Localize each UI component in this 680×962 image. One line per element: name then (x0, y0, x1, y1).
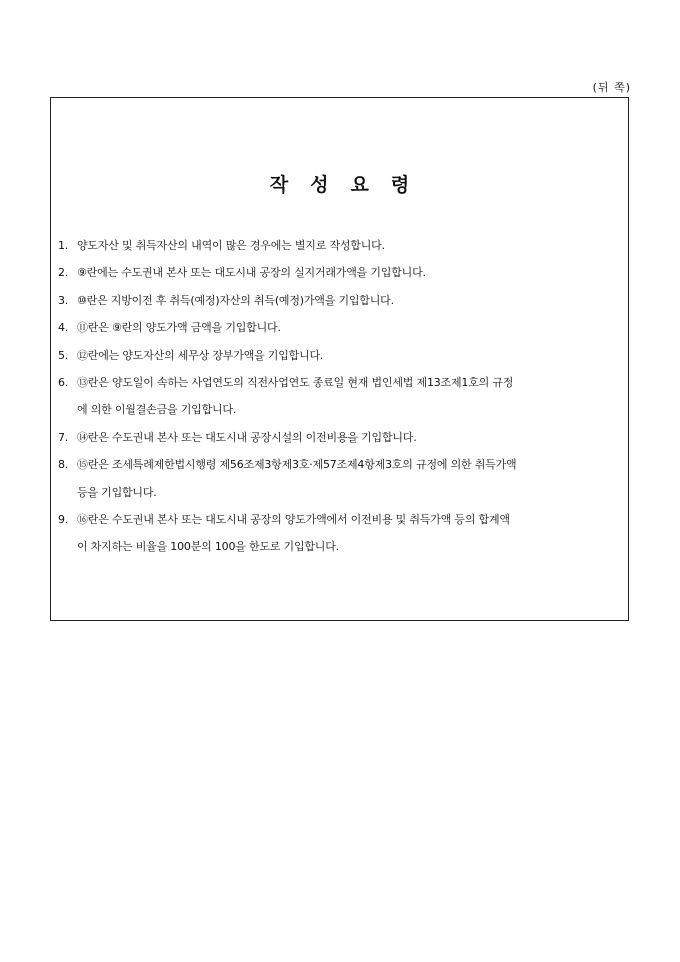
item-text: 양도자산 및 취득자산의 내역이 많은 경우에는 별지로 작성합니다. (77, 239, 385, 252)
guide-item-8 (58, 451, 621, 506)
item-text: ⑫란에는 양도자산의 세무상 장부가액을 기입합니다. (77, 348, 324, 362)
guide-item-1 (58, 232, 621, 259)
item-number: 9. (58, 513, 69, 527)
guide-item-4 (58, 314, 621, 341)
item-text: ⑬란은 양도일이 속하는 사업연도의 직전사업연도 종료일 현재 법인세법 제13조제1호의 규정 (77, 376, 514, 390)
item-text: ⑩란은 지방이전 후 취득(예정)자산의 취득(예정)가액을 기입합니다. (77, 293, 394, 307)
guide-list (58, 232, 621, 561)
item-number: 8. (58, 458, 69, 472)
guide-item-3 (58, 287, 621, 314)
item-text: ⑨란에는 수도권내 본사 또는 대도시내 공장의 실지거래가액을 기입합니다. (77, 266, 426, 280)
item-number: 4. (58, 321, 69, 335)
item-number: 5. (58, 348, 69, 362)
item-text: ⑭란은 수도권내 본사 또는 대도시내 공장시설의 이전비용을 기입합니다. (77, 430, 417, 444)
item-text: ⑮란은 조세특례제한법시행령 제56조제3항제3호·제57조제4항제3호의 규정에 의한 취득가액 (77, 458, 517, 472)
item-number: 7. (58, 430, 69, 444)
guide-item-9 (58, 506, 621, 561)
page-side-label: (뒤 쪽) (592, 81, 631, 94)
item-number: 6. (58, 376, 69, 390)
item-number: 2. (58, 266, 69, 280)
guide-item-7 (58, 424, 621, 451)
guide-item-2 (58, 259, 621, 286)
item-text-continued: 등을 기입합니다. (77, 485, 157, 499)
item-text-continued: 이 차지하는 비율을 100분의 100을 한도로 기입합니다. (77, 540, 339, 554)
item-number: 3. (58, 293, 69, 307)
item-text: ⑪란은 ⑨란의 양도가액 금액을 기입합니다. (77, 321, 281, 335)
item-text-continued: 에 의한 이월결손금을 기입합니다. (77, 403, 237, 417)
guide-item-5 (58, 342, 621, 369)
item-number: 1. (58, 239, 69, 252)
guide-box (50, 97, 629, 621)
item-text: ⑯란은 수도권내 본사 또는 대도시내 공장의 양도가액에서 이전비용 및 취득가액 등의 합계액 (77, 513, 510, 527)
guide-title: 작성요령 (269, 174, 432, 196)
guide-item-6 (58, 369, 621, 424)
